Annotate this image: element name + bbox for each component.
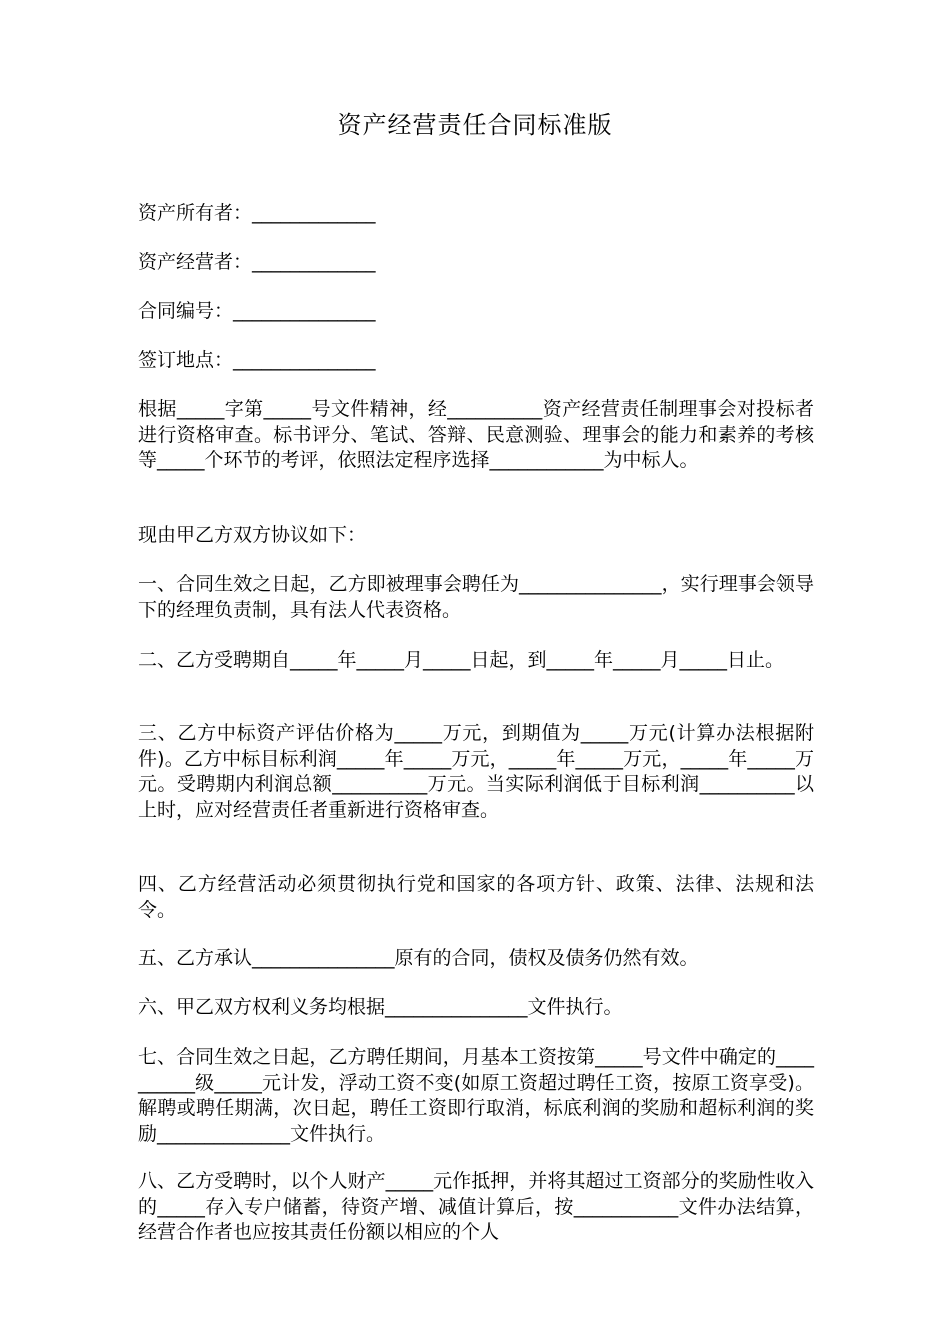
- document-title: 资产经营责任合同标准版: [337, 111, 613, 139]
- paragraph-preamble: 根据_____字第_____号文件精神，经__________资产经营责任制理事会对投标者进行资格审查。标书评分、笔试、答辩、民意测验、理事会的能力和素养的考核等_____个环节的考评，依照法定程序选择____________为中标人。: [138, 398, 814, 471]
- paragraph-clause-5: 五、乙方承认_______________原有的合同，债权及债务仍然有效。: [138, 947, 699, 969]
- paragraph-clause-6: 六、甲乙双方权利义务均根据_______________文件执行。: [138, 996, 623, 1018]
- field-contract-number: 合同编号：_______________: [138, 300, 376, 322]
- field-asset-owner: 资产所有者：_____________: [138, 202, 376, 224]
- field-asset-operator: 资产经营者：_____________: [138, 251, 376, 273]
- paragraph-clause-2: 二、乙方受聘期自_____年_____月_____日起，到_____年_____月_____日止。: [138, 649, 785, 671]
- field-signing-place: 签订地点：_______________: [138, 349, 376, 371]
- paragraph-clause-8: 八、乙方受聘时，以个人财产_____元作抵押，并将其超过工资部分的奖励性收入的_____存入专户储蓄，待资产增、减值计算后，按___________文件办法结算，经营合作者也应按其责任份额以相应的个人: [138, 1170, 814, 1243]
- paragraph-clause-3: 三、乙方中标资产评估价格为_____万元，到期值为_____万元(计算办法根据附件)。乙方中标目标利润_____年_____万元，_____年_____万元，_____年_____万元。受聘期内利润总额__________万元。当实际利润低于目标利润__________以上时，应对经营责任者重新进行资格审查。: [138, 722, 814, 821]
- paragraph-agreement-intro: 现由甲乙方双方协议如下：: [138, 524, 367, 546]
- paragraph-clause-1: 一、合同生效之日起，乙方即被理事会聘任为_______________，实行理事会领导下的经理负责制，具有法人代表资格。: [138, 573, 814, 621]
- paragraph-clause-7: 七、合同生效之日起，乙方聘任期间，月基本工资按第_____号文件中确定的__________级_____元计发，浮动工资不变(如原工资超过聘任工资，按原工资享受)。解聘或聘任期满，次日起，聘任工资即行取消，标底利润的奖励和超标利润的奖励______________文件执行。: [138, 1046, 814, 1145]
- paragraph-clause-4: 四、乙方经营活动必须贯彻执行党和国家的各项方针、政策、法律、法规和法令。: [138, 873, 814, 921]
